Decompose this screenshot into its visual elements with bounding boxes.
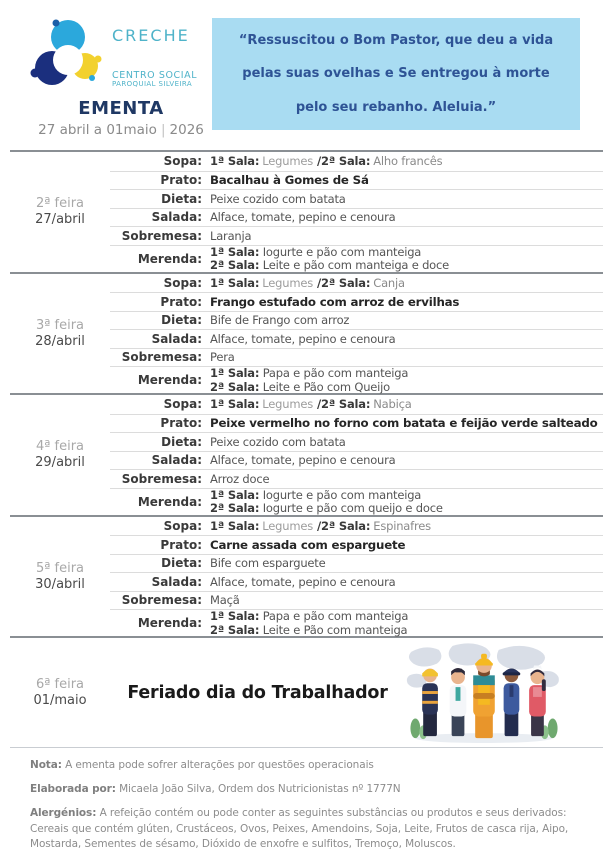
sopa-sala1-value: Legumes <box>262 518 313 533</box>
prato-row <box>110 171 603 190</box>
dieta-label: Dieta: <box>161 434 202 449</box>
day-block <box>10 395 603 517</box>
day-weekday: 5ª feira <box>35 560 85 576</box>
sopa-value <box>210 519 603 533</box>
prato-label: Prato: <box>160 416 202 431</box>
merenda-sala2-line <box>210 624 603 637</box>
org-name <box>112 71 197 89</box>
elaborada-label: Elaborada por: <box>30 783 116 796</box>
sopa-label: Sopa: <box>163 154 202 169</box>
holiday-title: Feriado dia do Trabalhador <box>127 682 388 703</box>
prato-row <box>110 535 603 554</box>
merenda-sala1-line <box>210 246 603 259</box>
day-weekday: 2ª feira <box>35 196 85 212</box>
brand-text <box>112 16 197 89</box>
day-block <box>10 152 603 274</box>
sobremesa-row <box>110 469 603 488</box>
creche-logo-icon <box>30 16 102 96</box>
sopa-row <box>110 395 603 414</box>
merenda-sala1-line <box>210 610 603 623</box>
merenda-sala1-line <box>210 367 603 380</box>
dieta-label: Dieta: <box>161 313 202 328</box>
day-rows <box>110 517 603 637</box>
day-rows <box>110 152 603 272</box>
sala1-inline-label: 1ª Sala: <box>210 397 260 412</box>
sopa-sala1-value: Legumes <box>262 275 313 290</box>
merenda-label: Merenda: <box>137 373 202 387</box>
salada-row <box>110 451 603 470</box>
salada-value: Alface, tomate, pepino e cenoura <box>210 331 396 346</box>
salada-label: Salada: <box>151 210 202 225</box>
prato-row <box>110 292 603 311</box>
merenda-row <box>110 366 603 393</box>
sala2-inline-label: 2ª Sala: <box>210 258 260 272</box>
menu-table <box>10 150 603 748</box>
nota-text: A ementa pode sofrer alterações por questões operacionais <box>65 759 374 771</box>
sala2-inline-label: /2ª Sala: <box>317 154 371 169</box>
sobremesa-label: Sobremesa: <box>121 350 202 365</box>
merenda-sala2-value: Leite e Pão com Queijo <box>262 379 390 394</box>
sopa-row <box>110 274 603 293</box>
dieta-value: Peixe cozido com batata <box>210 434 346 449</box>
day-date: 30/abril <box>35 576 85 592</box>
nota-label: Nota: <box>30 759 62 771</box>
sala1-inline-label: 1ª Sala: <box>210 487 260 502</box>
day-date: 01/maio <box>33 693 87 708</box>
sopa-value <box>210 397 603 411</box>
day-rows <box>110 274 603 394</box>
sala1-inline-label: 1ª Sala: <box>210 244 260 259</box>
merenda-sala1-value: Iogurte e pão com manteiga <box>262 487 422 502</box>
nota-line <box>30 758 585 773</box>
day-date: 29/abril <box>35 455 85 471</box>
salada-row <box>110 572 603 591</box>
sala2-inline-label: 2ª Sala: <box>210 622 260 637</box>
prato-label: Prato: <box>160 294 202 309</box>
alergenios-text: A refeição contém ou pode conter as seguintes substâncias ou produtos e seus derivados: Cereais que contém glúten, Crustáceos, Ovos, Peixes, Amendoins, Soja, Leite, Frutos de casca rija, Aipo, Mostarda, Sementes de sésamo, Dióxido de enxofre e sulfitos, Tremoço, Moluscos. <box>30 807 569 850</box>
merenda-sala1-line <box>210 489 603 502</box>
sala1-inline-label: 1ª Sala: <box>210 609 260 623</box>
dieta-row <box>110 311 603 330</box>
day-date: 28/abril <box>35 333 85 349</box>
date-separator: | <box>160 122 166 138</box>
date-range-line <box>30 122 212 138</box>
elaborada-line <box>30 782 585 797</box>
day-block <box>10 274 603 396</box>
merenda-label: Merenda: <box>137 251 202 266</box>
merenda-row <box>110 488 603 515</box>
day-block <box>10 517 603 639</box>
dieta-label: Dieta: <box>161 191 202 206</box>
sopa-label: Sopa: <box>163 275 202 290</box>
sobremesa-label: Sobremesa: <box>121 593 202 608</box>
prato-value: Carne assada com esparguete <box>210 537 406 552</box>
creche-title: CRECHE <box>112 26 190 45</box>
day-weekday: 6ª feira <box>35 677 85 692</box>
sobremesa-value: Laranja <box>210 228 252 243</box>
merenda-label: Merenda: <box>137 616 202 630</box>
day-weekday: 4ª feira <box>35 439 85 455</box>
sala2-inline-label: 2ª Sala: <box>210 379 260 394</box>
sobremesa-row <box>110 226 603 245</box>
salada-label: Salada: <box>151 574 202 589</box>
prato-row <box>110 414 603 433</box>
prato-label: Prato: <box>160 537 202 552</box>
sobremesa-label: Sobremesa: <box>121 471 202 486</box>
sala1-inline-label: 1ª Sala: <box>210 518 260 533</box>
day-column <box>10 677 110 708</box>
prato-value: Frango estufado com arroz de ervilhas <box>210 294 460 309</box>
merenda-value <box>210 489 603 515</box>
sobremesa-value: Arroz doce <box>210 471 270 486</box>
prato-value: Bacalhau à Gomes de Sá <box>210 173 369 188</box>
day-weekday: 3ª feira <box>35 317 85 333</box>
workers-day-illustration-icon <box>405 642 563 744</box>
org-name-line2: PAROQUIAL SILVEIRA <box>112 80 193 89</box>
sobremesa-value: Pera <box>210 350 235 365</box>
merenda-sala1-value: Papa e pão com manteiga <box>262 366 409 380</box>
salada-value: Alface, tomate, pepino e cenoura <box>210 453 396 468</box>
sopa-sala1-value: Legumes <box>262 154 313 169</box>
sobremesa-row <box>110 591 603 610</box>
merenda-value <box>210 367 603 393</box>
merenda-value <box>210 246 603 272</box>
merenda-sala2-line <box>210 502 603 515</box>
sala2-inline-label: 2ª Sala: <box>210 501 260 515</box>
day-column <box>10 152 110 272</box>
page-header <box>0 0 613 150</box>
alergenios-line <box>30 806 585 852</box>
dieta-row <box>110 554 603 573</box>
dieta-label: Dieta: <box>161 556 202 571</box>
prato-label: Prato: <box>160 173 202 188</box>
sopa-value <box>210 276 603 290</box>
dieta-value: Bife com esparguete <box>210 556 326 571</box>
sopa-row <box>110 152 603 171</box>
dieta-row <box>110 432 603 451</box>
sopa-sala2-value: Alho francês <box>373 154 443 169</box>
day-date: 27/abril <box>35 212 85 228</box>
dieta-row <box>110 189 603 208</box>
elaborada-text: Micaela João Silva, Ordem dos Nutricionistas nº 1777N <box>119 783 401 796</box>
brand-block <box>30 16 212 138</box>
day-column <box>10 274 110 394</box>
merenda-sala1-value: Papa e pão com manteiga <box>262 609 409 623</box>
alergenios-label: Alergénios: <box>30 807 97 820</box>
merenda-row <box>110 245 603 272</box>
page-title: EMENTA <box>78 98 164 119</box>
sobremesa-label: Sobremesa: <box>121 228 202 243</box>
sopa-label: Sopa: <box>163 518 202 533</box>
merenda-value <box>210 610 603 636</box>
sopa-row <box>110 517 603 536</box>
sopa-sala2-value: Canja <box>373 275 405 290</box>
salada-value: Alface, tomate, pepino e cenoura <box>210 574 396 589</box>
org-name-line1: CENTRO SOCIAL <box>112 70 198 81</box>
holiday-block <box>10 638 603 748</box>
pastoral-quote-text: “Ressuscitou o Bom Pastor, que deu a vida pelas suas ovelhas e Se entregou à morte pelo seu rebanho. Aleluia.” <box>238 33 554 115</box>
salada-label: Salada: <box>151 331 202 346</box>
dieta-value: Peixe cozido com batata <box>210 191 346 206</box>
sala1-inline-label: 1ª Sala: <box>210 275 260 290</box>
day-rows <box>110 395 603 515</box>
sala2-inline-label: /2ª Sala: <box>317 275 371 290</box>
date-range: 27 abril a 01maio <box>38 122 157 138</box>
merenda-sala2-value: Leite e Pão com manteiga <box>262 622 408 637</box>
merenda-sala2-value: Leite e pão com manteiga e doce <box>262 258 450 272</box>
merenda-row <box>110 609 603 636</box>
merenda-sala2-value: Iogurte e pão com queijo e doce <box>262 501 443 515</box>
merenda-label: Merenda: <box>137 494 202 509</box>
sopa-sala1-value: Legumes <box>262 397 313 412</box>
sopa-label: Sopa: <box>163 397 202 412</box>
sopa-sala2-value: Nabiça <box>373 397 412 412</box>
sobremesa-value: Maçã <box>210 593 240 608</box>
salada-value: Alface, tomate, pepino e cenoura <box>210 210 396 225</box>
salada-label: Salada: <box>151 453 202 468</box>
page-footer <box>0 748 613 852</box>
salada-row <box>110 208 603 227</box>
sopa-sala2-value: Espinafres <box>373 518 431 533</box>
pastoral-quote-box <box>212 18 580 130</box>
prato-value: Peixe vermelho no forno com batata e feijão verde salteado <box>210 416 598 431</box>
merenda-sala1-value: Iogurte e pão com manteiga <box>262 244 422 259</box>
merenda-sala2-line <box>210 381 603 394</box>
year: 2026 <box>169 122 204 138</box>
sala2-inline-label: /2ª Sala: <box>317 518 371 533</box>
day-column <box>10 395 110 515</box>
salada-row <box>110 329 603 348</box>
sala2-inline-label: /2ª Sala: <box>317 397 371 412</box>
sobremesa-row <box>110 348 603 367</box>
sala1-inline-label: 1ª Sala: <box>210 154 260 169</box>
day-column <box>10 517 110 637</box>
sala1-inline-label: 1ª Sala: <box>210 366 260 380</box>
sopa-value <box>210 154 603 168</box>
dieta-value: Bife de Frango com arroz <box>210 313 350 328</box>
merenda-sala2-line <box>210 259 603 272</box>
